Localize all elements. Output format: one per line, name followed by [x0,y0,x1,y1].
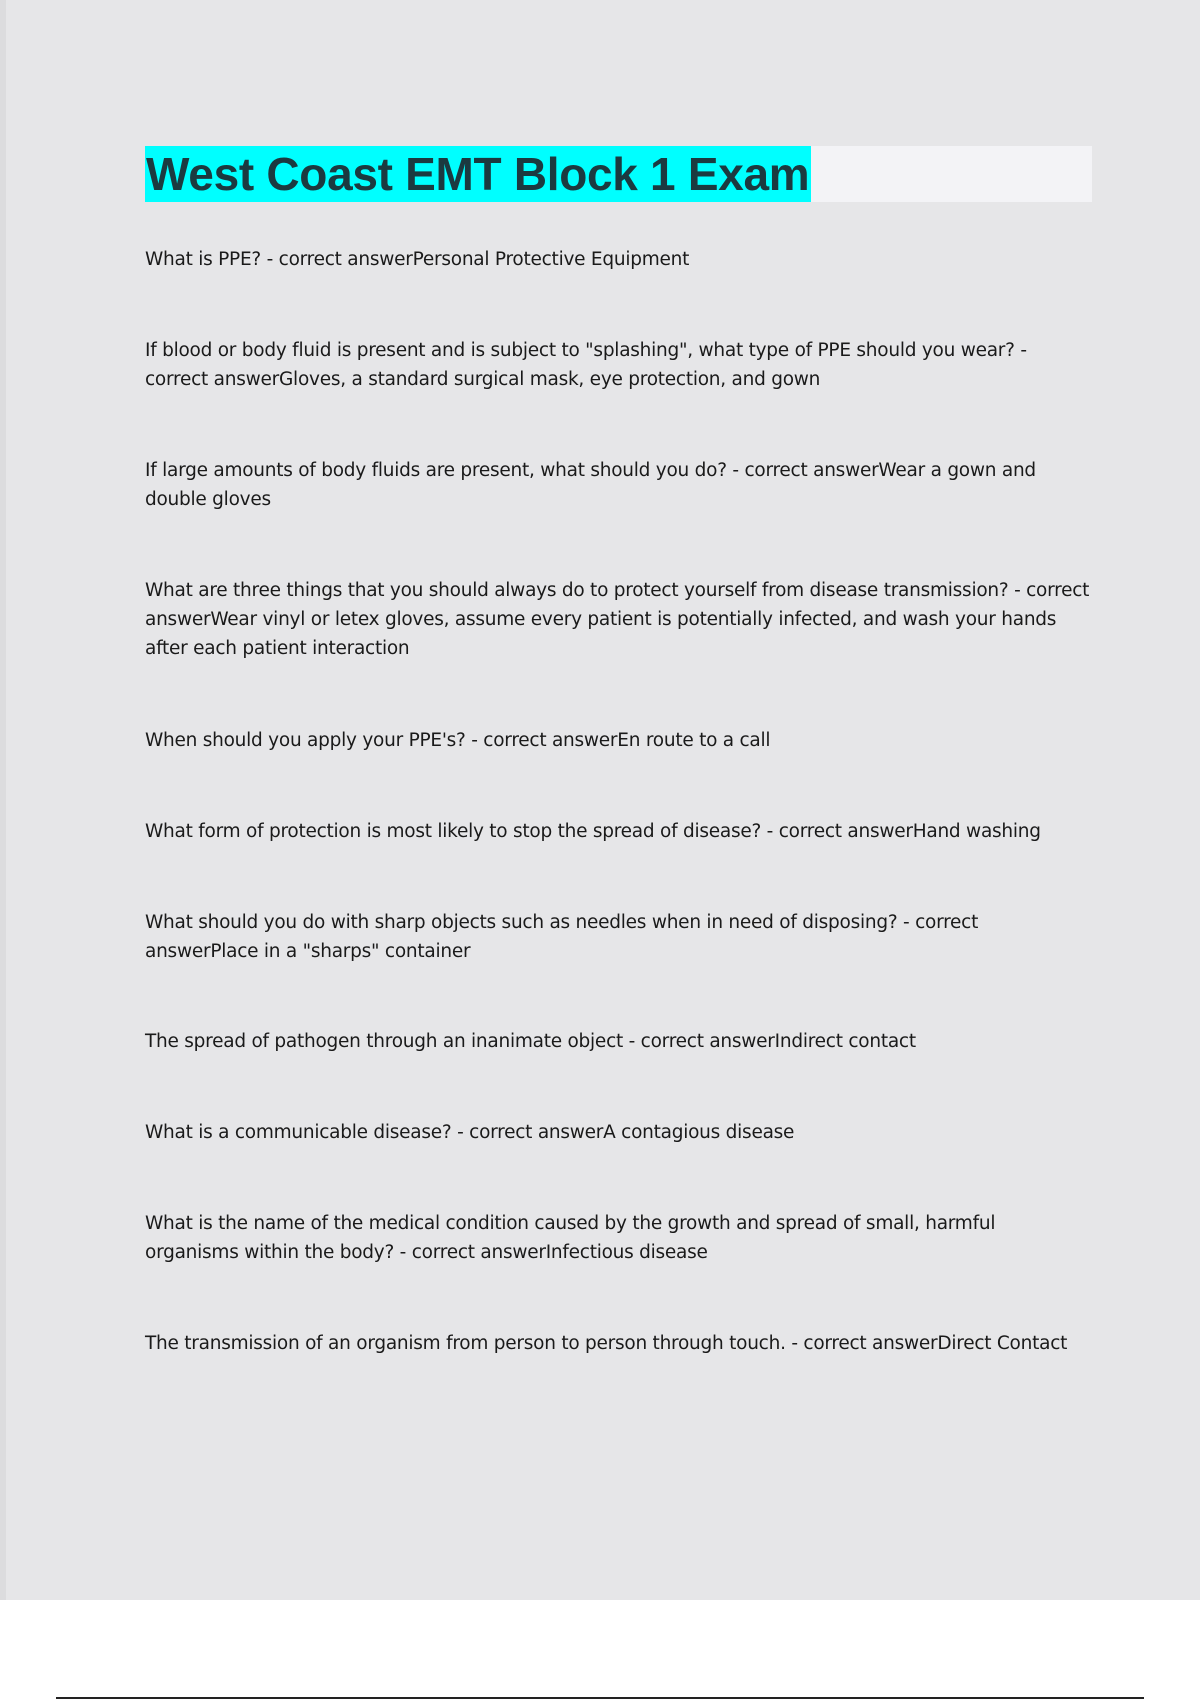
page-edge-shadow [0,0,6,1600]
qa-item-11: The transmission of an organism from person to person through touch. - correct answerDirect Contact [145,1333,1068,1354]
qa-item-10: What is the name of the medical condition caused by the growth and spread of small, harmful organisms within the body? - correct answerInfectious disease [145,1213,996,1263]
footer-rule [56,1697,1144,1699]
qa-item-6: What form of protection is most likely to stop the spread of disease? - correct answerHand washing [145,821,1041,842]
qa-item-3: If large amounts of body fluids are present, what should you do? - correct answerWear a gown and double gloves [145,460,1036,510]
qa-item-7: What should you do with sharp objects such as needles when in need of disposing? - correct answerPlace in a "sharps" container [145,912,979,962]
qa-item-1: What is PPE? - correct answerPersonal Protective Equipment [145,249,690,270]
qa-item-5: When should you apply your PPE's? - correct answerEn route to a call [145,730,771,751]
qa-item-9: What is a communicable disease? - correct answerA contagious disease [145,1122,795,1143]
document-title: West Coast EMT Block 1 Exam [146,148,810,200]
qa-item-8: The spread of pathogen through an inanimate object - correct answerIndirect contact [145,1031,916,1052]
qa-item-2: If blood or body fluid is present and is subject to "splashing", what type of PPE should you wear? - correct answerGloves, a standard surgical mask, eye protection, and gown [145,340,1027,390]
qa-item-4: What are three things that you should always do to protect yourself from disease transmission? - correct answerWear vinyl or letex gloves, assume every patient is potentially infected, and wash your hands after each patient interaction [145,580,1090,659]
